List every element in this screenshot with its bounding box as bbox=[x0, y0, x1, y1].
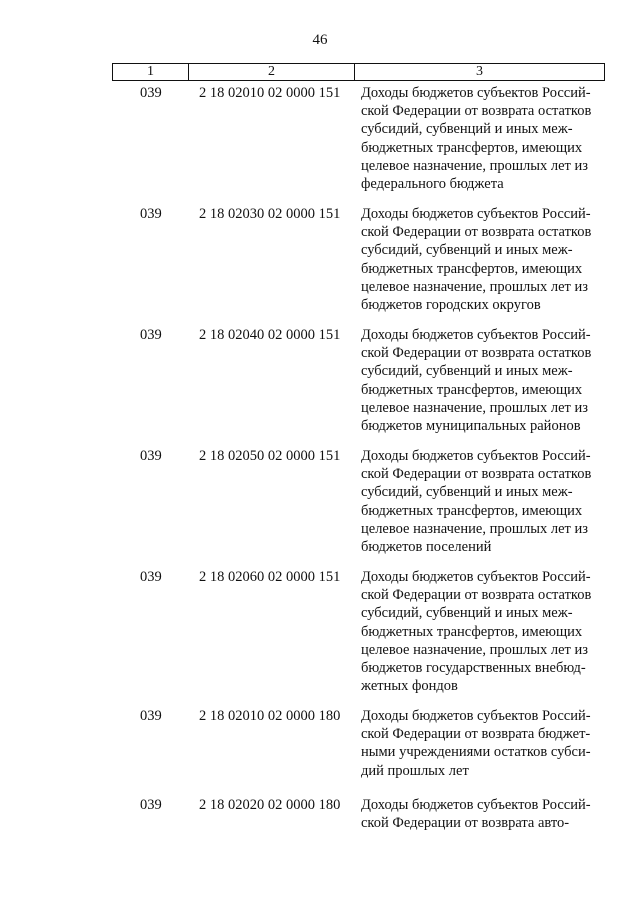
income-description bbox=[361, 796, 611, 836]
description-line: Доходы бюджетов субъектов Россий- bbox=[361, 327, 591, 343]
table-row bbox=[0, 84, 640, 205]
admin-code: 039 bbox=[140, 327, 162, 343]
description-line: целевое назначение, прошлых лет из bbox=[361, 520, 588, 537]
description-line: субсидий, субвенций и иных меж- bbox=[361, 363, 573, 380]
description-line: ской Федерации от возврата остатков bbox=[361, 587, 592, 604]
description-line: Доходы бюджетов субъектов Россий- bbox=[361, 206, 591, 222]
description-line: целевое назначение, прошлых лет из bbox=[361, 641, 588, 658]
description-line: ской Федерации от возврата остатков bbox=[361, 103, 592, 120]
description-line: Доходы бюджетов субъектов Россий- bbox=[361, 569, 591, 585]
description-line: Доходы бюджетов субъектов Россий- bbox=[361, 708, 591, 724]
description-line: ской Федерации от возврата бюджет- bbox=[361, 726, 591, 743]
budget-classification-code: 2 18 02060 02 0000 151 bbox=[199, 569, 341, 585]
table-body bbox=[0, 84, 640, 836]
description-line: бюджетных трансфертов, имеющих bbox=[361, 502, 583, 519]
income-description bbox=[361, 205, 611, 326]
table-row bbox=[0, 707, 640, 796]
table-row bbox=[0, 326, 640, 447]
header-col-2: 2 bbox=[189, 64, 355, 80]
description-line: бюджетов поселений bbox=[361, 539, 492, 556]
table-row bbox=[0, 205, 640, 326]
income-description bbox=[361, 447, 611, 568]
description-line: целевое назначение, прошлых лет из bbox=[361, 278, 588, 295]
header-col-3: 3 bbox=[476, 64, 483, 79]
description-line: бюджетов государственных внебюд- bbox=[361, 660, 586, 677]
income-description bbox=[361, 568, 611, 707]
description-line: бюджетных трансфертов, имеющих bbox=[361, 139, 583, 156]
admin-code: 039 bbox=[140, 708, 162, 724]
description-line: бюджетов городских округов bbox=[361, 297, 541, 314]
admin-code: 039 bbox=[140, 206, 162, 222]
page-number: 46 bbox=[312, 32, 328, 48]
description-line: жетных фондов bbox=[361, 678, 458, 695]
table-row bbox=[0, 568, 640, 707]
table-header bbox=[112, 63, 605, 81]
budget-classification-code: 2 18 02040 02 0000 151 bbox=[199, 327, 341, 343]
budget-classification-code: 2 18 02010 02 0000 180 bbox=[199, 708, 341, 724]
description-line: федерального бюджета bbox=[361, 176, 504, 193]
income-description bbox=[361, 326, 611, 447]
description-line: субсидий, субвенций и иных меж- bbox=[361, 605, 573, 622]
table-row bbox=[0, 447, 640, 568]
description-line: бюджетных трансфертов, имеющих bbox=[361, 623, 583, 640]
description-line: ской Федерации от возврата остатков bbox=[361, 466, 592, 483]
admin-code: 039 bbox=[140, 85, 162, 101]
description-line: ными учреждениями остатков субси- bbox=[361, 744, 591, 761]
description-line: субсидий, субвенций и иных меж- bbox=[361, 121, 573, 138]
description-line: дий прошлых лет bbox=[361, 762, 469, 779]
budget-classification-code: 2 18 02050 02 0000 151 bbox=[199, 448, 341, 464]
description-line: субсидий, субвенций и иных меж- bbox=[361, 242, 573, 259]
header-col-1: 1 bbox=[113, 64, 189, 80]
income-description bbox=[361, 707, 611, 796]
admin-code: 039 bbox=[140, 569, 162, 585]
admin-code: 039 bbox=[140, 797, 162, 813]
description-line: бюджетных трансфертов, имеющих bbox=[361, 260, 583, 277]
description-line: целевое назначение, прошлых лет из bbox=[361, 399, 588, 416]
description-line: бюджетных трансфертов, имеющих bbox=[361, 381, 583, 398]
description-line: Доходы бюджетов субъектов Россий- bbox=[361, 448, 591, 464]
admin-code: 039 bbox=[140, 448, 162, 464]
description-line: Доходы бюджетов субъектов Россий- bbox=[361, 85, 591, 101]
description-line: ской Федерации от возврата авто- bbox=[361, 815, 570, 832]
description-line: ской Федерации от возврата остатков bbox=[361, 345, 592, 362]
budget-classification-code: 2 18 02020 02 0000 180 bbox=[199, 797, 341, 813]
description-line: ской Федерации от возврата остатков bbox=[361, 224, 592, 241]
description-line: целевое назначение, прошлых лет из bbox=[361, 157, 588, 174]
budget-classification-code: 2 18 02010 02 0000 151 bbox=[199, 85, 341, 101]
description-line: Доходы бюджетов субъектов Россий- bbox=[361, 797, 591, 813]
budget-classification-code: 2 18 02030 02 0000 151 bbox=[199, 206, 341, 222]
table-row bbox=[0, 796, 640, 836]
income-description bbox=[361, 84, 611, 205]
description-line: субсидий, субвенций и иных меж- bbox=[361, 484, 573, 501]
description-line: бюджетов муниципальных районов bbox=[361, 418, 581, 435]
